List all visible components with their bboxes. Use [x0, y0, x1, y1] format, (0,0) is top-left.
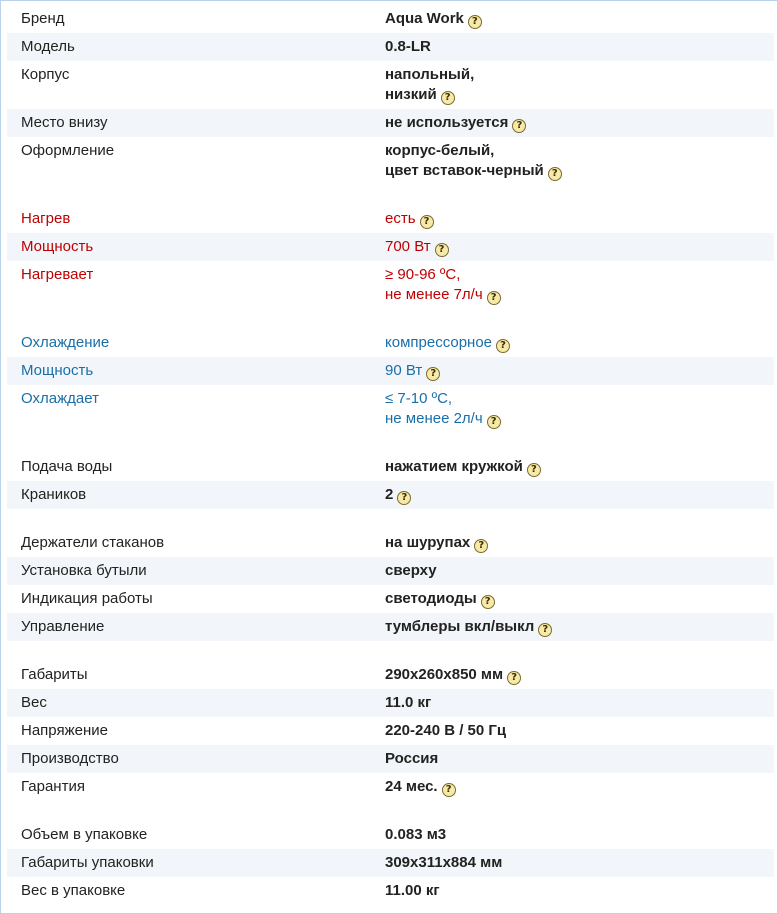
group-spacer-cell [7, 509, 774, 529]
spec-label: Напряжение [21, 722, 108, 739]
spec-label: Производство [7, 745, 379, 773]
spec-value-line [385, 561, 774, 581]
spec-row [7, 613, 774, 641]
spec-label: Мощность [7, 357, 379, 385]
spec-label: Объем в упаковке [21, 826, 148, 843]
spec-value-line [385, 693, 774, 713]
group-spacer-cell [7, 433, 774, 453]
specs-table [7, 5, 774, 905]
spec-label: Мощность [7, 233, 379, 261]
spec-label: Гарантия [21, 778, 85, 795]
spec-value [379, 745, 774, 773]
spec-label: Нагрев [21, 210, 71, 227]
spec-value-text: не менее 2л/ч [385, 410, 483, 427]
spec-row [7, 821, 774, 849]
group-spacer-cell [7, 641, 774, 661]
help-icon[interactable]: ? [474, 539, 488, 553]
spec-row [7, 61, 774, 109]
spec-value-line [385, 457, 774, 477]
spec-label: Габариты [21, 666, 88, 683]
spec-value-text: не используется [385, 114, 509, 131]
spec-label: Управление [7, 613, 379, 641]
spec-label: Нагревает [21, 266, 94, 283]
help-icon[interactable]: ? [435, 243, 449, 257]
spec-label: Бренд [21, 10, 65, 27]
spec-value-line [385, 65, 774, 85]
spec-value-line [385, 141, 774, 161]
spec-value [379, 453, 774, 481]
spec-value [379, 849, 774, 877]
spec-row [7, 33, 774, 61]
help-icon[interactable]: ? [507, 671, 521, 685]
spec-value-text: корпус-белый, [385, 142, 495, 159]
group-spacer [7, 433, 774, 453]
spec-value [379, 329, 774, 357]
spec-value-text: есть [385, 210, 416, 227]
group-spacer [7, 185, 774, 205]
spec-row [7, 5, 774, 33]
spec-value-text: 2 [385, 486, 394, 503]
spec-label: Вес [7, 689, 379, 717]
spec-label: Держатели стаканов [21, 534, 165, 551]
spec-row [7, 661, 774, 689]
spec-value-text: 0.8-LR [385, 38, 431, 55]
help-icon[interactable]: ? [487, 291, 501, 305]
spec-value-line [385, 533, 774, 553]
spec-value-line [385, 161, 774, 181]
help-icon[interactable]: ? [548, 167, 562, 181]
spec-value [379, 481, 774, 509]
help-icon[interactable]: ? [512, 119, 526, 133]
spec-value-line [385, 749, 774, 769]
spec-value-line [385, 665, 774, 685]
spec-row [7, 481, 774, 509]
spec-value-text: цвет вставок-черный [385, 162, 544, 179]
spec-value-line [385, 85, 774, 105]
spec-label: Охлаждает [21, 390, 99, 407]
spec-value-text: 700 Вт [385, 238, 431, 255]
spec-value-line [385, 9, 774, 29]
spec-value [379, 61, 774, 109]
spec-value-text: компрессорное [385, 334, 493, 351]
spec-row [7, 109, 774, 137]
spec-label: Место внизу [7, 109, 379, 137]
spec-value-line [385, 825, 774, 845]
spec-value-text: тумблеры вкл/выкл [385, 618, 535, 635]
spec-value [379, 557, 774, 585]
spec-value-text: светодиоды [385, 590, 477, 607]
spec-value-line [385, 853, 774, 873]
spec-value [379, 613, 774, 641]
help-icon[interactable]: ? [538, 623, 552, 637]
spec-row [7, 453, 774, 481]
spec-value [379, 585, 774, 613]
spec-value-line [385, 777, 774, 797]
spec-value-text: ≤ 7-10 ºC, [385, 390, 453, 407]
spec-value-text: 309x311x884 мм [385, 854, 503, 871]
spec-value-line [385, 617, 774, 637]
spec-row [7, 773, 774, 801]
spec-value [379, 205, 774, 233]
spec-value [379, 821, 774, 849]
spec-value-line [385, 209, 774, 229]
spec-label: Габариты упаковки [7, 849, 379, 877]
spec-label: Установка бутыли [7, 557, 379, 585]
spec-value-line [385, 589, 774, 609]
spec-value [379, 357, 774, 385]
help-icon[interactable]: ? [397, 491, 411, 505]
spec-value-line [385, 485, 774, 505]
spec-row [7, 205, 774, 233]
spec-row [7, 717, 774, 745]
group-spacer [7, 641, 774, 661]
spec-label: Модель [7, 33, 379, 61]
spec-value [379, 261, 774, 309]
spec-label: Подача воды [21, 458, 113, 475]
help-icon[interactable]: ? [442, 783, 456, 797]
group-spacer [7, 801, 774, 821]
spec-value-text: ≥ 90-96 ºC, [385, 266, 461, 283]
spec-value [379, 773, 774, 801]
spec-value-text: Россия [385, 750, 439, 767]
spec-value-line [385, 881, 774, 901]
spec-value-line [385, 37, 774, 57]
spec-row [7, 261, 774, 309]
spec-value [379, 33, 774, 61]
spec-value-text: не менее 7л/ч [385, 286, 483, 303]
spec-label: Краников [7, 481, 379, 509]
spec-value [379, 5, 774, 33]
spec-row [7, 849, 774, 877]
spec-value [379, 385, 774, 433]
help-icon[interactable]: ? [481, 595, 495, 609]
spec-value [379, 877, 774, 905]
spec-value-line [385, 409, 774, 429]
spec-value-text: нажатием кружкой [385, 458, 523, 475]
specs-body [7, 5, 774, 905]
help-icon[interactable]: ? [527, 463, 541, 477]
group-spacer [7, 309, 774, 329]
help-icon[interactable]: ? [487, 415, 501, 429]
spec-row [7, 357, 774, 385]
spec-value [379, 137, 774, 185]
spec-row [7, 137, 774, 185]
help-icon[interactable]: ? [468, 15, 482, 29]
spec-row [7, 233, 774, 261]
spec-value-text: 11.00 кг [385, 882, 440, 899]
spec-value-text: 90 Вт [385, 362, 423, 379]
spec-value [379, 233, 774, 261]
spec-value-text: на шурупах [385, 534, 471, 551]
spec-value [379, 529, 774, 557]
group-spacer-cell [7, 801, 774, 821]
spec-row [7, 745, 774, 773]
spec-value-line [385, 237, 774, 257]
group-spacer-cell [7, 185, 774, 205]
spec-row [7, 329, 774, 357]
spec-value-text: 290x260x850 мм [385, 666, 504, 683]
spec-label: Оформление [21, 142, 115, 159]
spec-row [7, 689, 774, 717]
spec-row [7, 557, 774, 585]
spec-label: Индикация работы [21, 590, 153, 607]
spec-value-line [385, 285, 774, 305]
help-icon[interactable]: ? [426, 367, 440, 381]
help-icon[interactable]: ? [420, 215, 434, 229]
spec-value-line [385, 721, 774, 741]
spec-value-text: 24 мес. [385, 778, 438, 795]
group-spacer-cell [7, 309, 774, 329]
spec-value [379, 717, 774, 745]
spec-value-line [385, 113, 774, 133]
spec-value-text: 220-240 В / 50 Гц [385, 722, 507, 739]
spec-value-line [385, 265, 774, 285]
spec-row [7, 385, 774, 433]
help-icon[interactable]: ? [441, 91, 455, 105]
spec-row [7, 585, 774, 613]
spec-value-line [385, 361, 774, 381]
group-spacer [7, 509, 774, 529]
spec-value-text: низкий [385, 86, 437, 103]
spec-label: Охлаждение [21, 334, 110, 351]
spec-value-text: сверху [385, 562, 437, 579]
spec-value-text: напольный, [385, 66, 475, 83]
spec-value [379, 661, 774, 689]
spec-value-text: 0.083 м3 [385, 826, 447, 843]
spec-row [7, 529, 774, 557]
spec-value-line [385, 389, 774, 409]
help-icon[interactable]: ? [496, 339, 510, 353]
spec-value-line [385, 333, 774, 353]
spec-row [7, 877, 774, 905]
spec-value [379, 109, 774, 137]
spec-label: Корпус [21, 66, 70, 83]
spec-value [379, 689, 774, 717]
spec-value-text: Aqua Work [385, 10, 464, 27]
spec-value-text: 11.0 кг [385, 694, 432, 711]
spec-label: Вес в упаковке [21, 882, 126, 899]
